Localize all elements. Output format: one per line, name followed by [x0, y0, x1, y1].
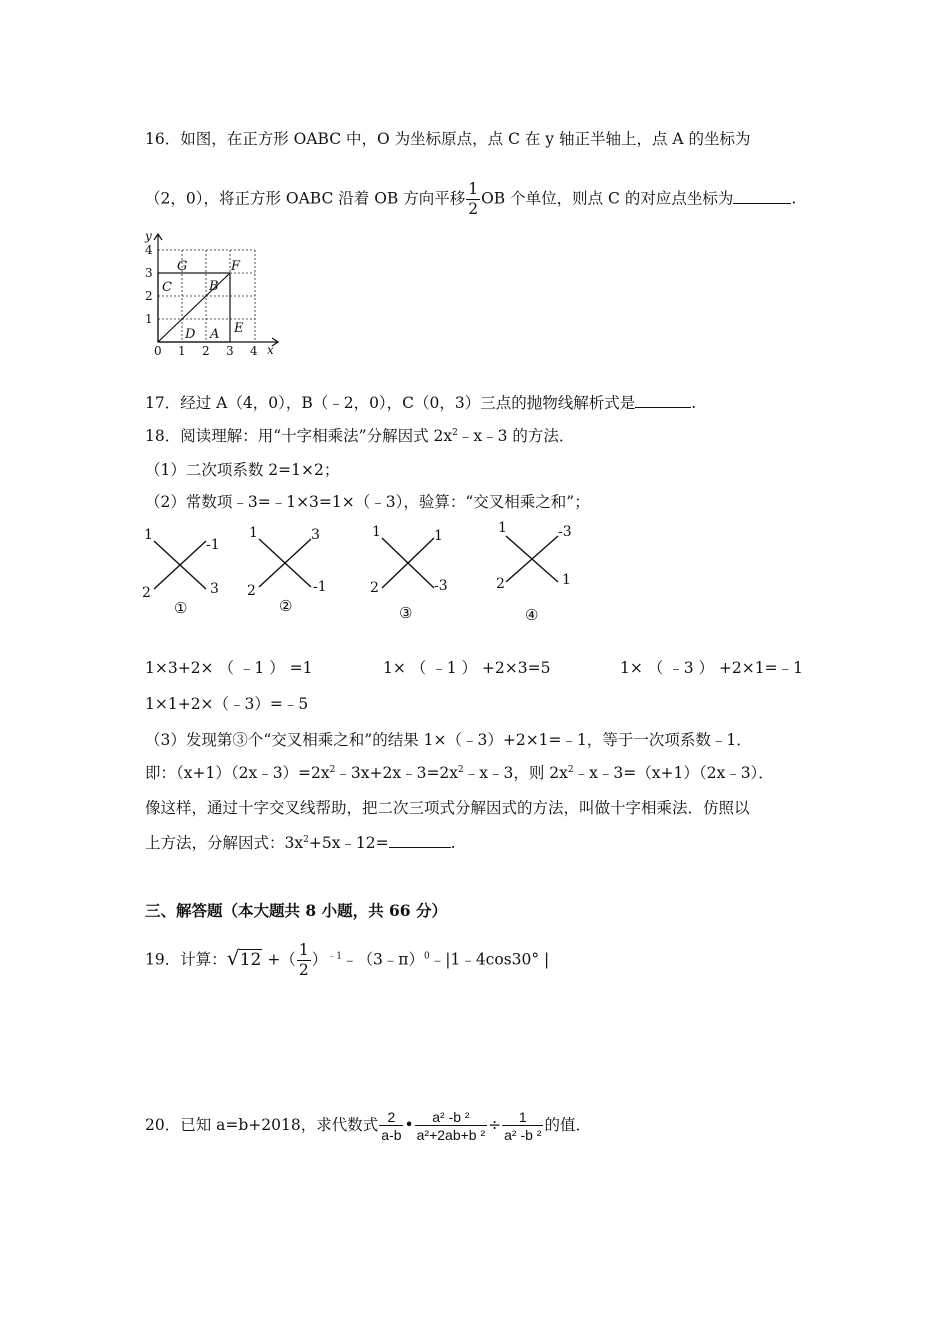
q20-div: ÷	[488, 1116, 502, 1134]
x-tick-4: 4	[250, 344, 258, 358]
cross4-tr: -3	[558, 524, 572, 540]
cross3-tl: 1	[372, 524, 381, 540]
y-tick-1: 1	[145, 312, 153, 326]
x-tick-0: 0	[154, 344, 162, 358]
cross1-tr: -1	[206, 537, 220, 553]
cross2-label: ②	[279, 597, 293, 615]
q20-fraction-2	[415, 1110, 488, 1142]
x-axis-label: x	[267, 343, 274, 357]
x-tick-2: 2	[202, 344, 210, 358]
like2-end: .	[450, 834, 456, 852]
that-b: ﹣3x+2x﹣3=2x	[335, 764, 459, 782]
cross-diagram-3	[368, 522, 458, 622]
q18-like1: 像这样，通过十字交叉线帮助，把二次三项式分解因式的方法，叫做十字相乘法．仿照以	[145, 799, 750, 817]
cross2-bl: 2	[247, 583, 256, 599]
q18-title	[145, 425, 574, 447]
point-A: A	[210, 327, 220, 342]
q18-step2: （2）常数项﹣3=﹣1×3=1×（﹣3），验算：“交叉相乘之和”；	[145, 493, 590, 511]
q16-frac-num: 1	[468, 180, 479, 198]
q16-fraction	[466, 182, 480, 217]
q20-f3-num: 1	[502, 1110, 543, 1126]
cross4-tl: 1	[498, 520, 507, 536]
point-C: C	[162, 280, 172, 295]
q19-plus: +（	[267, 950, 296, 969]
cross1-tl: 1	[144, 527, 153, 543]
cross3-bl: 2	[370, 580, 379, 596]
q19-mid: ﹣（3﹣π）	[341, 950, 424, 969]
cross4-br: 1	[562, 572, 571, 588]
q19-exp-neg1: ﹣1	[327, 951, 342, 962]
q17-line	[145, 392, 696, 414]
cross-diagram-2	[245, 525, 335, 625]
cross1-br: 3	[210, 581, 219, 597]
q20-fraction-3	[502, 1110, 543, 1142]
q17-end: .	[691, 394, 697, 412]
q16-frac-den: 2	[468, 199, 479, 218]
q19-radicand: 12	[239, 949, 262, 970]
cross3-tr: 1	[434, 528, 443, 544]
q19-fraction	[297, 943, 311, 978]
q18-calc3: 1× （ ﹣3 ） +2×1=﹣1	[620, 659, 803, 677]
cross1-label: ①	[174, 599, 188, 617]
q16-grid-figure	[138, 228, 288, 360]
y-tick-4: 4	[145, 243, 153, 257]
q18-step1: （1）二次项系数 2=1×2；	[145, 461, 340, 479]
q18-title-pre: 18．阅读理解：用“十字相乘法”分解因式 2x	[145, 427, 453, 445]
q17-answer-blank[interactable]	[635, 393, 691, 408]
y-tick-3: 3	[145, 266, 153, 280]
cross2-tr: 3	[311, 527, 320, 543]
q16-line1: 16．如图，在正方形 OABC 中，O 为坐标原点，点 C 在 y 轴正半轴上，点 A 的坐标为	[145, 130, 751, 148]
q18-calc4: 1×1+2×（﹣3）=﹣5	[145, 695, 309, 713]
q16-line2	[145, 182, 796, 217]
q18-answer-blank[interactable]	[389, 833, 451, 848]
that-sup-3: 2	[567, 765, 574, 775]
cross3-br: -3	[434, 578, 448, 594]
q19-line	[145, 943, 549, 978]
q18-calc2: 1× （ ﹣1 ） +2×3=5	[383, 659, 551, 677]
cross2-tl: 1	[249, 525, 258, 541]
q20-dot: •	[404, 1116, 414, 1134]
q19-pre: 19．计算：	[145, 950, 227, 969]
cross1-bl: 2	[142, 585, 151, 601]
q20-line	[145, 1110, 591, 1142]
like2-pre: 上方法，分解因式：3x	[145, 834, 304, 852]
q20-pre: 20．已知 a=b+2018，求代数式	[145, 1116, 379, 1134]
cross2-br: -1	[313, 579, 327, 595]
point-D: D	[185, 327, 196, 342]
that-a: 即：（x+1）（2x﹣3）=2x	[145, 764, 330, 782]
q19-frac-num: 1	[298, 941, 309, 959]
q16-line2-pre: （2，0），将正方形 OABC 沿着 OB 方向平移	[145, 189, 466, 208]
that-d: ﹣x﹣3=（x+1）（2x﹣3）．	[573, 764, 774, 782]
q19-after-frac: ）	[311, 950, 328, 969]
q17-text: 17．经过 A（4，0），B（﹣2，0），C（0，3）三点的抛物线解析式是	[145, 394, 636, 412]
q20-f1-den: a-b	[381, 1127, 402, 1143]
like2-post: +5x﹣12=	[308, 834, 389, 852]
cross4-bl: 2	[496, 576, 505, 592]
point-E: E	[234, 321, 244, 336]
q18-like2	[145, 832, 456, 854]
q19-frac-den: 2	[298, 960, 309, 979]
q19-tail: ﹣|1﹣4cos30° |	[429, 950, 550, 969]
q18-step3: （3）发现第③个“交叉相乘之和”的结果 1×（﹣3）+2×1=﹣1，等于一次项系数﹣1．	[145, 731, 752, 749]
q20-f2-num: a² -b ²	[415, 1110, 488, 1126]
y-axis-label: y	[145, 229, 152, 243]
q20-fraction-1	[379, 1110, 403, 1142]
sqrt-symbol: √	[226, 945, 240, 970]
q20-post: 的值．	[544, 1116, 591, 1134]
point-G: G	[177, 259, 188, 274]
point-B: B	[209, 279, 219, 294]
q20-f1-num: 2	[379, 1110, 403, 1126]
q19-sqrt	[226, 945, 263, 971]
q20-f2-den: a²+2ab+b ²	[416, 1127, 486, 1143]
that-c: ﹣x﹣3，则 2x	[463, 764, 568, 782]
q18-that-is	[145, 762, 774, 784]
point-F: F	[231, 259, 241, 274]
cross3-label: ③	[399, 604, 413, 622]
y-tick-2: 2	[145, 289, 153, 303]
x-tick-3: 3	[226, 344, 234, 358]
like2-sup: 2	[303, 835, 309, 845]
q18-calc1: 1×3+2× （ ﹣1 ） =1	[145, 659, 313, 677]
cross-diagram-1	[140, 525, 230, 625]
q16-answer-blank[interactable]	[733, 189, 791, 204]
q18-title-post: ﹣x﹣3 的方法．	[457, 427, 575, 445]
q19-exp-0: 0	[424, 951, 430, 962]
q18-title-sup: 2	[452, 428, 458, 438]
q16-line2-end: .	[791, 189, 797, 208]
q16-line2-post: OB 个单位，则点 C 的对应点坐标为	[481, 189, 734, 208]
that-sup-2: 2	[458, 765, 464, 775]
x-tick-1: 1	[178, 344, 186, 358]
that-sup-1: 2	[329, 765, 336, 775]
cross4-label: ④	[525, 606, 539, 624]
cross-diagram-4	[492, 520, 582, 628]
section-3-heading: 三、解答题（本大题共 8 小题，共 66 分）	[145, 901, 447, 920]
q20-f3-den: a² -b ²	[504, 1127, 542, 1143]
